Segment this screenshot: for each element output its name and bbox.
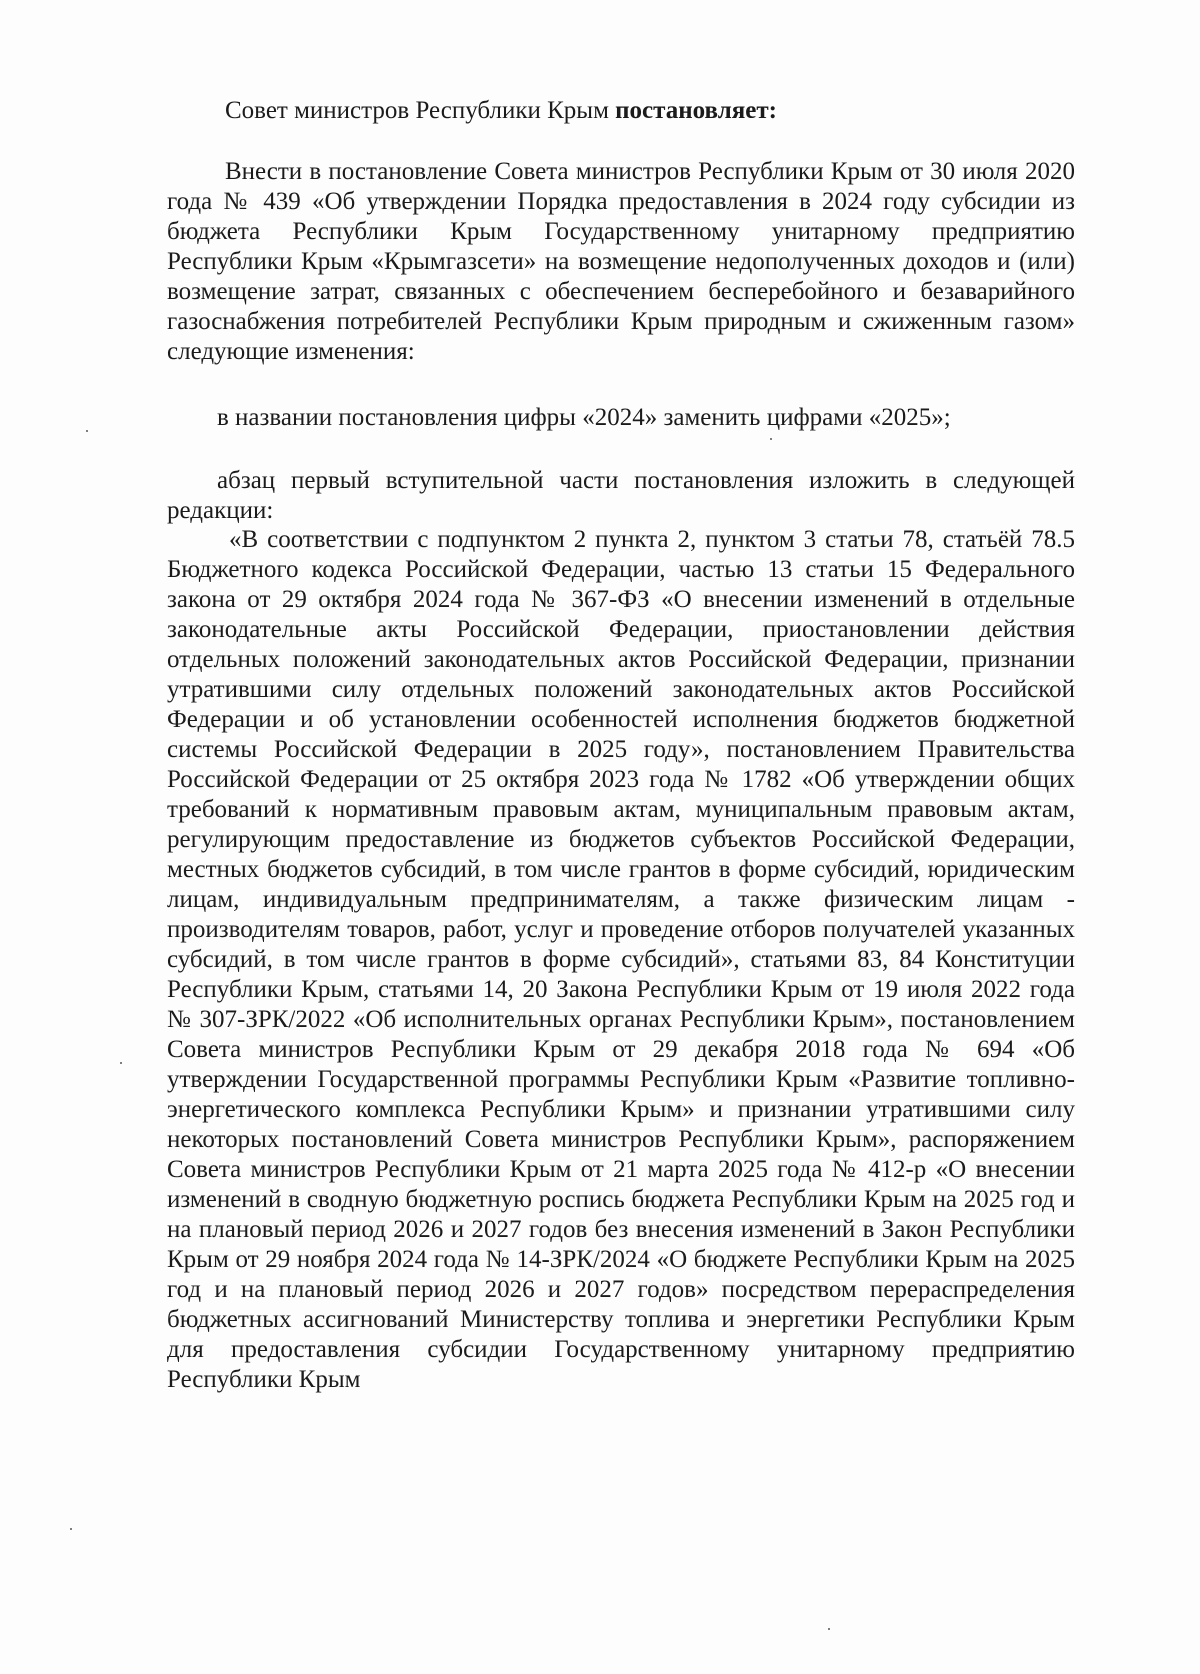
resolution-heading — [167, 96, 1075, 126]
scan-speck — [828, 1628, 830, 1630]
amendment-paragraph: Внести в постановление Совета министров Республики Крым от 30 июля 2020 года № 439 «Об утверждении Порядка предоставления в 2024 году субсидии из бюджета Республики Крым Государственному унитарному предприятию Республики Крым «Крымгазсети» на возмещение недополученных доходов и (или) возмещение затрат, связанных с обеспечением бесперебойного и безаварийного газоснабжения потребителей Республики Крым природным и сжиженным газом» следующие изменения: — [167, 158, 1075, 365]
title-change-paragraph: в названии постановления цифры «2024» заменить цифрами «2025»; — [217, 404, 951, 431]
scan-speck — [770, 438, 772, 440]
preamble-intro-paragraph: абзац первый вступительной части постановления изложить в следующей редакции: — [167, 467, 1075, 524]
scan-speck — [86, 430, 88, 432]
scan-speck — [120, 1062, 122, 1064]
scan-speck — [70, 1528, 72, 1530]
quoted-preamble-paragraph: «В соответствии с подпунктом 2 пункта 2, пунктом 3 статьи 78, статьёй 78.5 Бюджетного кодекса Российской Федерации, частью 13 статьи 15 Федерального закона от 29 октября 2024 года № 367-ФЗ «О внесении изменений в отдельные законодательные акты Российской Федерации, приостановлении действия отдельных положений законодательных актов Российской Федерации, признании утратившими силу отдельных положений законодательных актов Российской Федерации и об установлении особенностей исполнения бюджетов бюджетной системы Российской Федерации в 2025 году», постановлением Правительства Российской Федерации от 25 октября 2023 года № 1782 «Об утверждении общих требований к нормативным правовым актам, муниципальным правовым актам, регулирующим предоставление из бюджетов субъектов Российской Федерации, местных бюджетов субсидий, в том числе грантов в форме субсидий, юридическим лицам, индивидуальным предпринимателям, а также физическим лицам - производителям товаров, работ, услуг и проведение отборов получателей указанных субсидий, в том числе грантов в форме субсидий», статьями 83, 84 Конституции Республики Крым, статьями 14, 20 Закона Республики Крым от 19 июля 2022 года № 307-ЗРК/2022 «Об исполнительных органах Республики Крым», постановлением Совета министров Республики Крым от 29 декабря 2018 года № 694 «Об утверждении Государственной программы Республики Крым «Развитие топливно-энергетического комплекса Республики Крым» и признании утратившими силу некоторых постановлений Совета министров Республики Крым», распоряжением Совета министров Республики Крым от 21 марта 2025 года № 412-р «О внесении изменений в сводную бюджетную роспись бюджета Республики Крым на 2025 год и на плановый период 2026 и 2027 годов без внесения изменений в Закон Республики Крым от 29 ноября 2024 года № 14-ЗРК/2024 «О бюджете Республики Крым на 2025 год и на плановый период 2026 и 2027 годов» посредством перераспределения бюджетных ассигнований Министерству топлива и энергетики Республики Крым для предоставления субсидии Государственному унитарному предприятию Республики Крым — [167, 526, 1075, 1393]
resolution-verb: постановляет: — [615, 97, 777, 124]
resolution-intro: Совет министров Республики Крым — [225, 97, 609, 124]
